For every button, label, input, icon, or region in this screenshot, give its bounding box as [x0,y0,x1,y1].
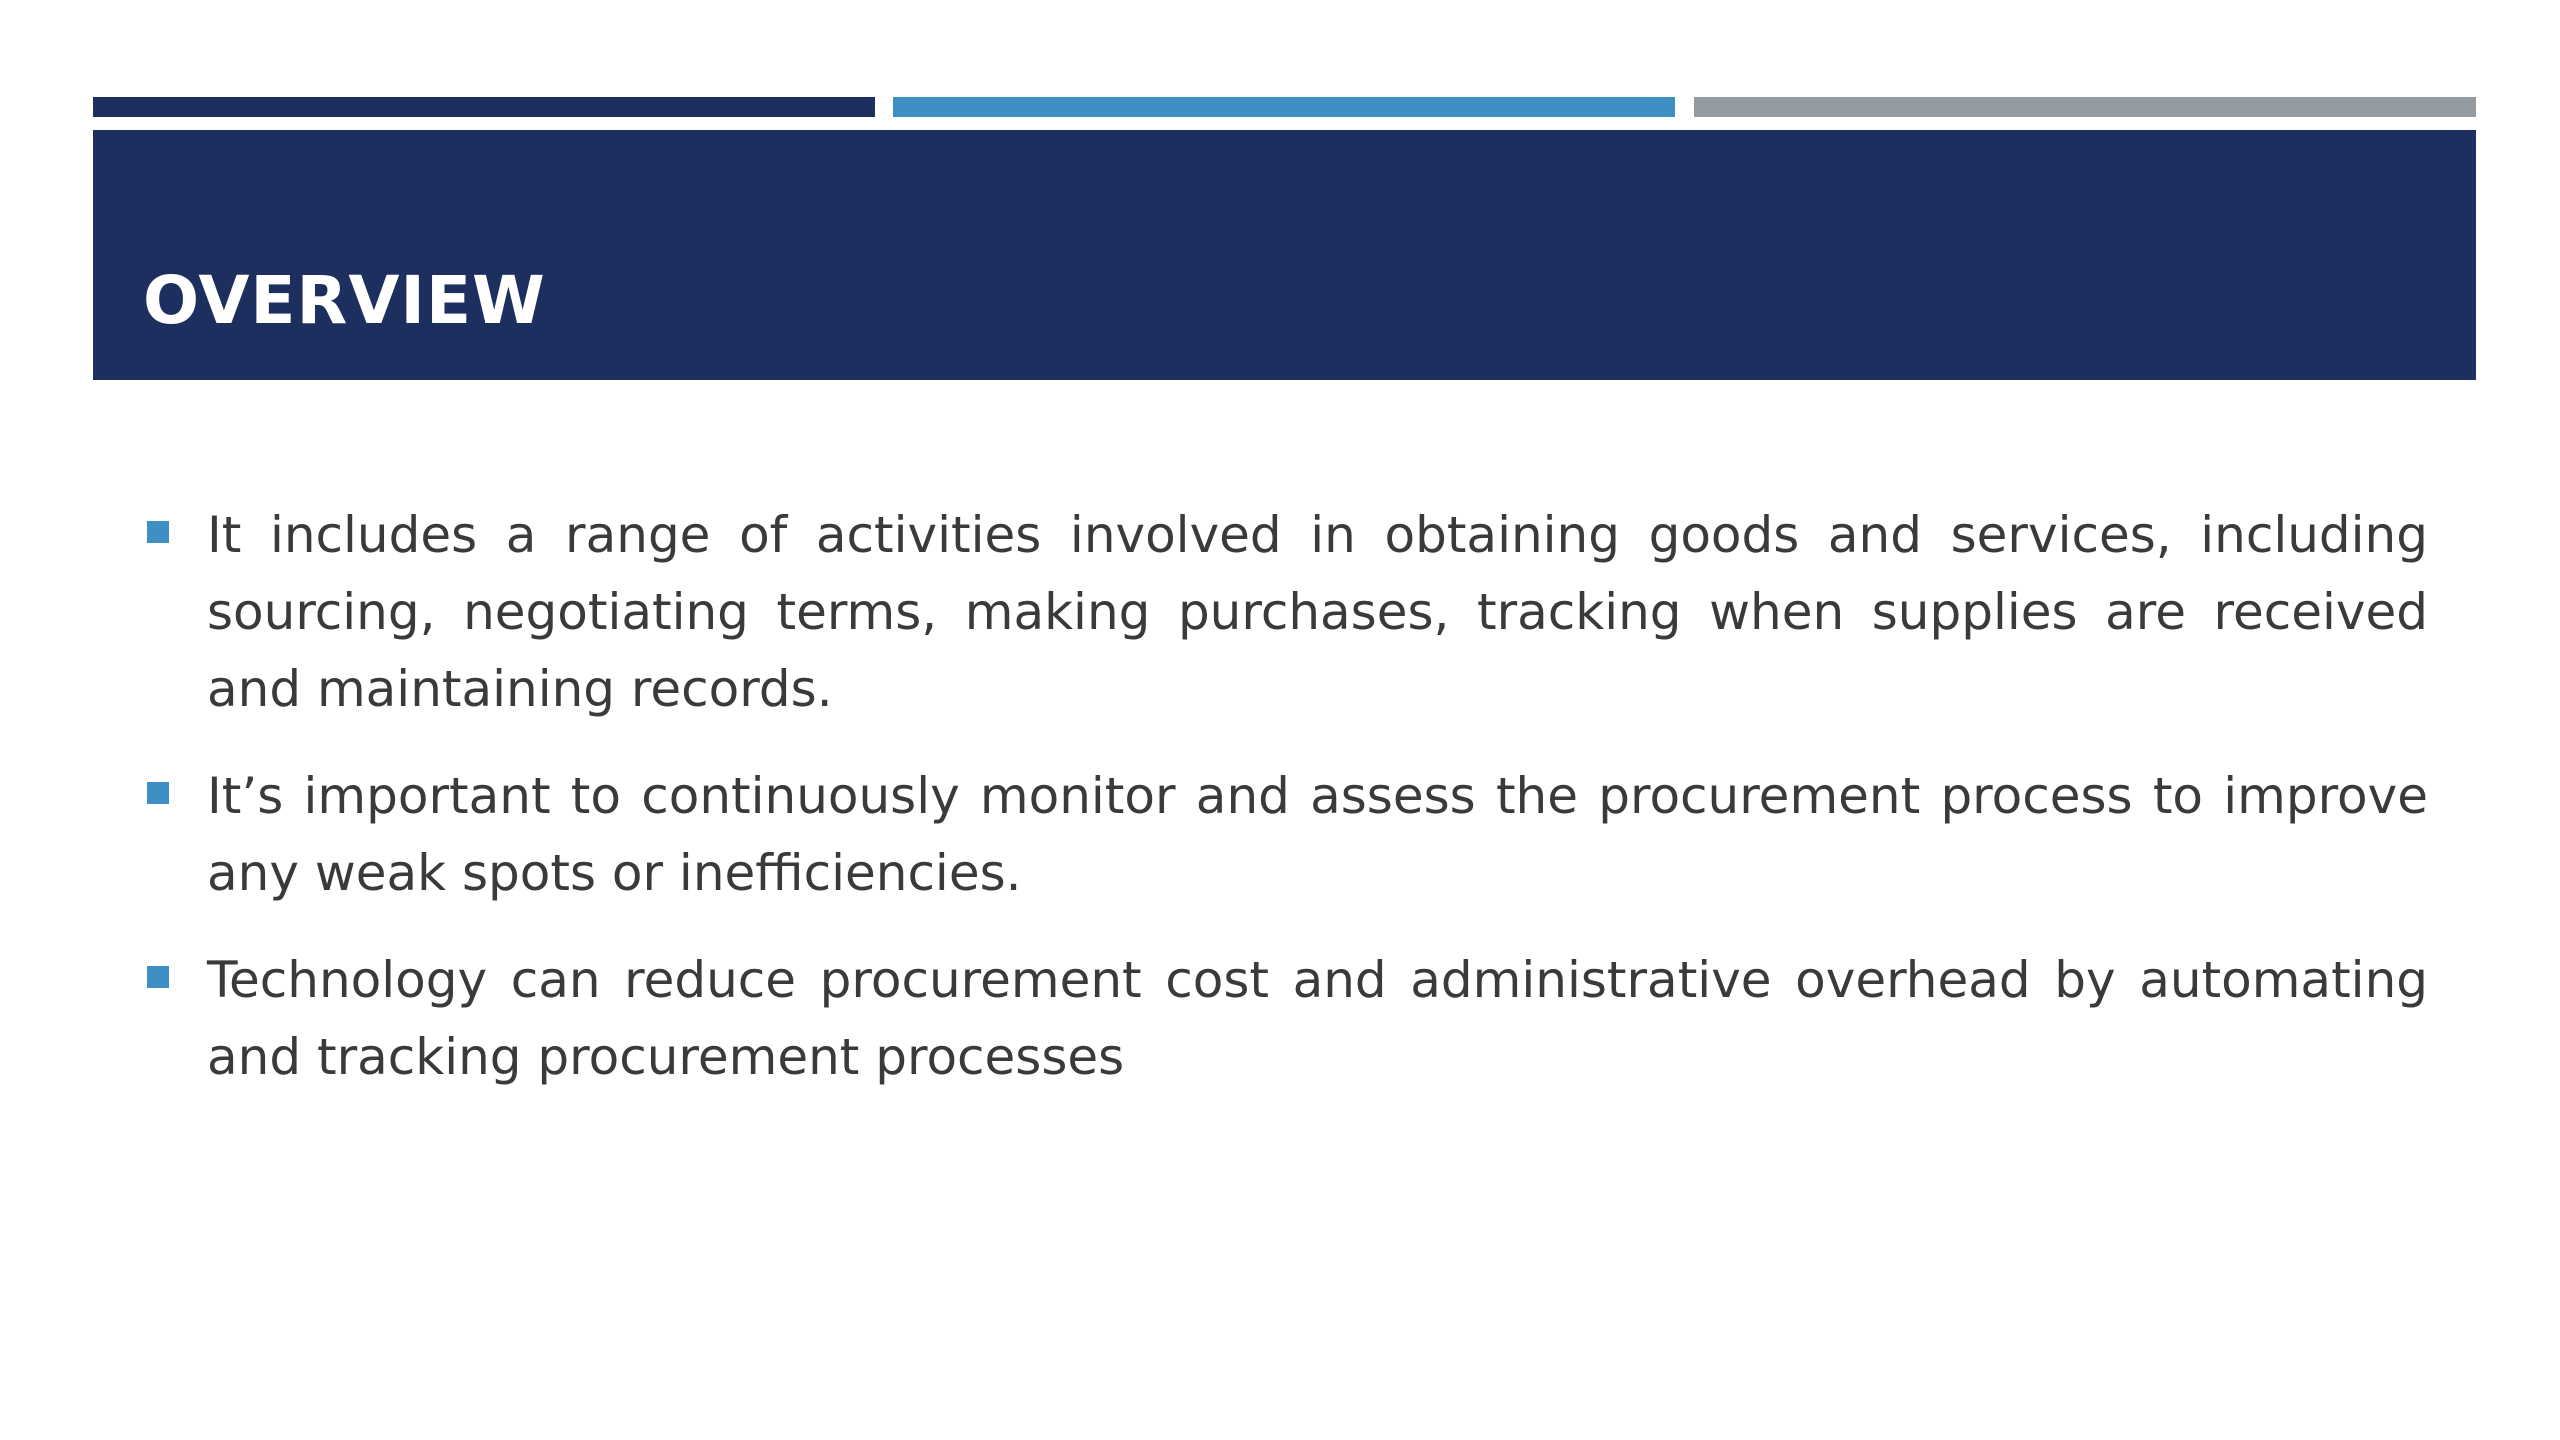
bullet-text: It’s important to continuously monitor and assess the procurement process to improve any weak spots or inefficiencies. [207,767,2428,902]
accent-bar-blue [893,97,1675,117]
bullet-text: Technology can reduce procurement cost and administrative overhead by automating and tracking procurement processes [207,951,2428,1086]
accent-bar-navy [93,97,875,117]
square-bullet-icon [147,966,169,988]
bullet-item [143,758,2428,912]
square-bullet-icon [147,782,169,804]
bullet-item [143,942,2428,1096]
slide-title: OVERVIEW [143,262,546,339]
title-band [93,130,2476,380]
bullet-text: It includes a range of activities involved in obtaining goods and services, including sourcing, negotiating terms, making purchases, tracking when supplies are received and maintaining records. [207,506,2428,718]
accent-bar-gray [1694,97,2476,117]
bullet-item [143,497,2428,728]
bullet-list [143,497,2428,1126]
square-bullet-icon [147,521,169,543]
